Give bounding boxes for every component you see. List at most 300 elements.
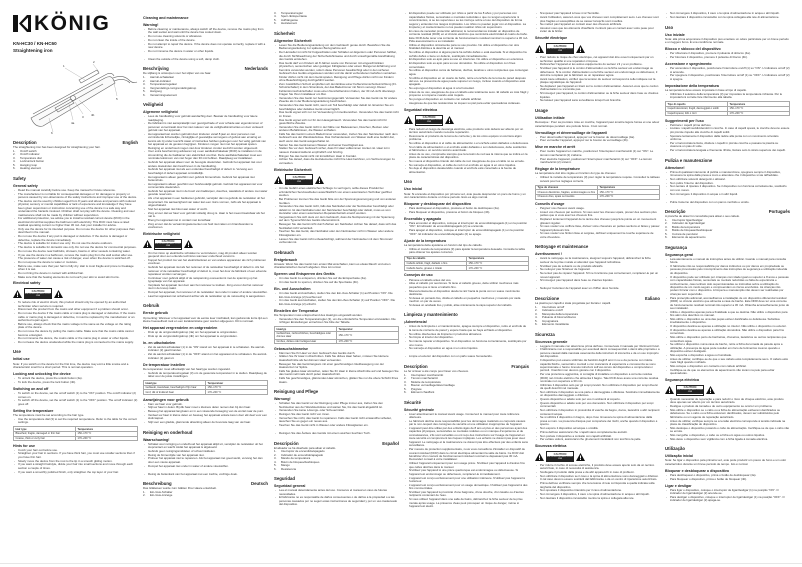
bullet-list bbox=[665, 474, 790, 481]
list-item: - Um das Gerät auszuschalten, stellen Sie den Ein-/Aus-Schalter (1) auf Position "OFF". Die Ein-/Aus-Anzeige (2) erlischt. bbox=[279, 299, 399, 306]
section-heading bbox=[665, 25, 790, 31]
item-number: 5. bbox=[535, 318, 538, 323]
list-item: - Antes de la limpieza o el mantenimiento, apague siempre el dispositivo, retire el enchufe de la toma de corriente de pared y espere hasta que se haya enfriado el dispositivo. bbox=[409, 325, 529, 332]
list-item: - De fabrikant is niet aansprakelijk voor gevolgschade of voor schade aan eigendommen of personen veroorzaakt door het niet naleven van de veiligheidsinstructies en door verkeerd gebruik van het apparaat. bbox=[148, 122, 268, 132]
list-item: - Versuchen Sie nicht, das Gerät zu reparieren. Falls das Gerät nicht einwandfrei arbeitet, tauschen Sie es gegen ein neues aus. bbox=[279, 417, 399, 424]
list-item: - Scollegare il prodotto dalla presa e da altri apparecchi in caso di problemi. bbox=[540, 471, 660, 474]
bullet-list bbox=[13, 377, 138, 384]
section-heading bbox=[274, 31, 399, 37]
parts-list-item bbox=[143, 494, 268, 497]
subsection-heading: Uso inicial bbox=[404, 187, 422, 192]
caution-box bbox=[546, 43, 574, 54]
caution-subtitle: RISK OF ELECTRIC SHOCK DO NOT OPEN bbox=[286, 179, 312, 183]
list-item: - Gebruik het apparaat niet als een onderdeel beschadigd of defect is. Vervang een beschadigd of defect apparaat onmiddellijk. bbox=[148, 168, 268, 175]
subsection-heading: Réglage de la température bbox=[535, 167, 580, 172]
bullet-list bbox=[404, 413, 529, 509]
bullet-list bbox=[535, 257, 660, 282]
list-item: - O fabricante não se responsabiliza por danos indirectos ou por danos em propriedade ou pessoas provocados pelo incumprimento das instruções de segurança e utilização indevida do dispositivo. bbox=[670, 265, 790, 275]
item-number: 4. bbox=[13, 159, 16, 164]
item-number: 5. bbox=[404, 386, 407, 391]
caution-title: CAUTION bbox=[547, 453, 573, 457]
list-item: - Dompel het apparaat, het netsnoer of de netstekker niet onder in water of andere vloeistoffen. bbox=[148, 291, 268, 294]
numbered-parts-list bbox=[665, 219, 790, 240]
list-item: - Le fabricant décline toute responsabilité pour les dommages matériels ou corporels causés par le non-respect des consignes de sécurité et une utilisation inappropriée de l'appareil. bbox=[409, 420, 529, 427]
item-number: 1. bbox=[274, 449, 277, 454]
list-item: - N'immergez pas l'appareil, le cordon d'alimentation ou la fiche secteur dans l'eau ou d'autres liquides. bbox=[540, 92, 660, 99]
warning-triangle-icon bbox=[315, 176, 324, 184]
section-heading bbox=[274, 250, 399, 256]
table-cell: Haartype bbox=[144, 381, 206, 386]
list-item: - Reinig de buitenkant van het apparaat met een zachte, vochtige doek. bbox=[148, 473, 268, 476]
list-item: - Avant toute utilisation, vérifiez que la tension du secteur correspond à celle indiquée sur la plaque signalétique de l'appareil. bbox=[540, 78, 660, 85]
list-item: - Utilice el mando de temperatura (3) para ajustar la temperatura deseada. Consulte la tabla para obtener los ajustes correctos. bbox=[409, 248, 529, 255]
subsection-heading: Ajuste de la temperatura bbox=[404, 238, 446, 243]
item-label: Ein-/Aus-Anzeige bbox=[150, 493, 173, 498]
item-number: 3. bbox=[404, 379, 407, 384]
language-label: Português bbox=[768, 209, 790, 215]
list-item: - Si vous voulez une finition lisse et soignée, défrisez uniquement la couche supérieure de votre chevelure. bbox=[540, 232, 660, 239]
list-item: - Si utiliza el dispositivo en un cuarto de baño, retire el enchufe de la toma de pared después del uso. La presencia de agua puede suponer un riesgo, incluso cuando el dispositivo está apagado. bbox=[409, 77, 529, 87]
list-item: - Do not leave the device unattended while the mains plug is connected to the mains supply. bbox=[18, 341, 138, 344]
list-item: - Não exponha o dispositivo a água ou humidade. bbox=[670, 354, 790, 357]
item-label: On/off indicator bbox=[20, 152, 40, 157]
section-heading bbox=[535, 332, 660, 338]
list-item: - Als u het apparaat in een badkamer gebruikt, verwijder dan na gebruik de netstekker uit het stopcontact. De aanwezigheid van water kan een risico vormen, zelfs als het apparaat is uitgeschakeld. bbox=[148, 197, 268, 207]
table-cell: Gebleichtes, zerbrechliches, beschädigtes oder dünnes Haar bbox=[275, 331, 337, 339]
item-label: Heating element bbox=[20, 166, 42, 171]
list-item: - Pour réduire le risque de choc électrique, cet appareil doit être ouvert uniquement par un technicien qualifié si une réparation s'impose. bbox=[540, 56, 660, 63]
warning-triangle-icon bbox=[13, 290, 22, 298]
list-item: - Disconnect the product from the mains and other equipment if a problem should occur. bbox=[18, 308, 138, 311]
list-item: - The manufacturer is not liable for consequential damages or for damages to property or persons caused by non-observance of the safety instructions and improper use of the device. bbox=[18, 193, 138, 200]
language-label: Nederlands bbox=[244, 66, 268, 72]
list-item: - Leia atentamente o manual de instruções antes de utilizar. Guarde o manual para consulta futura. bbox=[670, 258, 790, 265]
subsection-heading: De temperatuur instellen bbox=[143, 362, 186, 367]
list-item: - No mueva el dispositivo tirando del cable de red. Asegúrese de que el cable no se enrede. bbox=[409, 160, 529, 163]
item-label: Interruptor ligar/desligar bbox=[672, 218, 703, 222]
list-item: - Het apparaat kan worden gebruikt door kinderen vanaf 8 jaar en door personen met verminderde lichamelijke, zintuiglijke of geestelijke vermogens of gebrek aan ervaring en kennis als zij onder toezicht staan of instructies hebben gekregen over het veilig gebruik van het apparaat en de gevaren begrijpen. Kinderen mogen niet met het apparaat spelen. Reiniging en onderhoud mogen niet door kinderen zonder toezicht worden uitgevoerd. bbox=[148, 133, 268, 150]
bullet-list bbox=[404, 12, 529, 105]
list-item: - El dispositivo solo es apto para su uso doméstico. No utilice el dispositivo con fines comerciales. bbox=[409, 62, 529, 69]
list-item: - Spostare lentamente il dispositivo dalla radice alla punta con un movimento scivolato uniforme. bbox=[670, 135, 790, 142]
list-item: - Lissez vos cheveux par sections. Si vous avez les cheveux épais, prenez des sections plus petites que si vous avez les cheveux fins. bbox=[540, 211, 660, 218]
list-item: - Pettinare i capelli prima dell'uso. bbox=[670, 124, 790, 127]
list-item: - The device is suitable for indoor use only. Do not use the device outdoors. bbox=[18, 242, 138, 245]
section-heading bbox=[143, 303, 268, 309]
list-item: - Koppel het product los van het elektriciteitsnet en van andere apparatuur als zich problemen voordoen. bbox=[148, 259, 268, 266]
item-number: 3. bbox=[143, 82, 146, 87]
bullet-list bbox=[143, 346, 268, 360]
list-item: - L'appareil est conçu exclusivement pour une utilisation intérieure. N'utilisez pas l'appareil à l'extérieur. bbox=[409, 477, 529, 484]
list-item: - Stijl uw haar in delen. Bij dik haar moet u kleinere delen nemen dan bij dun haar. bbox=[148, 406, 268, 409]
list-item: - Utilize o dispositivo apenas para a finalidade a que se destina. Não utilize o dispositivo para fins além dos descritos no manual. bbox=[670, 311, 790, 318]
list-item: - Mueva lentamente el dispositivo desde la raíz hacia la punta con un suave movimiento deslizante. bbox=[409, 290, 529, 297]
caution-box bbox=[24, 288, 52, 299]
paragraph: De stijltang is ontworpen voor het stijlen van uw haar. bbox=[143, 71, 212, 76]
caution-title: CAUTION bbox=[547, 45, 573, 49]
list-item: - Um die Gefahr eines elektrischen Schlags zu verringern, sollte dieses Produkt bei erforderlichen Servicearbeiten ausschließlich von einem autorisierten Techniker geöffnet werden. bbox=[279, 187, 399, 197]
bullet-list bbox=[13, 301, 138, 344]
subsection-heading: Elektrische veiligheid bbox=[143, 231, 180, 236]
temperature-table bbox=[13, 426, 138, 441]
item-number: 5. bbox=[274, 17, 277, 22]
temperature-table bbox=[665, 101, 790, 116]
section-title: Utilização bbox=[665, 446, 686, 452]
table-cell: Grof, dik of krullend haar bbox=[144, 390, 206, 395]
list-item: - Para protecção adicional, aconselhamos a instalação de um dispositivo diferencial residual (DDR) no circuito eléctrico que alimenta a casa de banho. Este DDR deve ter uma corrente de funcionamento residual nominal não superior a 30 mA. Obtenha aconselhamento junto do seu instalador. bbox=[670, 297, 790, 311]
item-number: 6. bbox=[665, 235, 668, 240]
list-item: - Si vous voulez une coiffure lisse, divisez votre chevelure en petites sections et faites-y passer l'appareil plusieurs fois. bbox=[540, 225, 660, 232]
list-item: - Per una protezione aggiuntiva, si consiglia di installare un dispositivo a corrente residua (RCD) nel circuito elettrico che alimenta il bagno. Tale RCD deve avere una corrente residua nominale non superiore a 30 mA. bbox=[540, 373, 660, 383]
bullet-list bbox=[274, 402, 399, 427]
bullet-list bbox=[404, 248, 529, 255]
section-title: Descripción bbox=[274, 440, 299, 446]
section-heading bbox=[143, 430, 268, 436]
numbered-parts-list bbox=[274, 450, 399, 471]
list-item: - Do not immerse the device, the mains cable or the mains plug in water or other liquids. bbox=[18, 337, 138, 340]
item-label: Mango bbox=[281, 463, 290, 468]
warning-triangle-icon bbox=[535, 45, 544, 53]
list-item: - Antes de su uso, compruebe siempre que la tensión de red sea la misma que se indica en la placa de características del dispositivo. bbox=[409, 153, 529, 160]
item-number: 3. bbox=[665, 224, 668, 229]
caution-subtitle: RISK OF ELECTRIC SHOCK DO NOT OPEN bbox=[25, 293, 51, 297]
list-item: - O dispositivo destina-se apenas a utilização doméstica. Não utilize o dispositivo para fins comerciais. bbox=[670, 329, 790, 336]
item-label: Interrupteur marche/arrêt bbox=[411, 372, 444, 377]
list-item: - Read the manual carefully before use. Keep the manual for future reference. bbox=[18, 189, 138, 192]
list-item: - Péinese el cabello antes del uso. bbox=[409, 279, 529, 282]
list-item: - For additional protection, we advise you to install a residual current device (RCD) in the electrical circuit that supplies the bathroom with electricity. This RCD must have a rated residual operating current no higher than 30 mA. Ask your installer for advice. bbox=[18, 217, 138, 227]
caution-label bbox=[535, 451, 660, 462]
table-cell: Capelli spessi, folti o ricci bbox=[666, 111, 728, 116]
list-item: - Das Gerät eignet sich nur zur Verwendung in Innenbereichen. Verwenden Sie das Gerät nicht im Freien. bbox=[279, 111, 399, 118]
list-item: - N'utilisez pas l'appareil si une pièce quelconque est endommagée ou défectueuse. Si l'appareil est endommagé ou défectueux, remplacez-le immédiatement. bbox=[409, 469, 529, 476]
item-label: Témoin marche/arrêt bbox=[411, 376, 438, 381]
subsection-heading: Ligar e desligar bbox=[665, 483, 692, 488]
table-row bbox=[536, 194, 660, 199]
language-label: English bbox=[122, 140, 138, 145]
list-item: - L'appareil peut être utilisé par des enfants âgés de 8 ans et plus et des personnes ayant des capacités physiques, sensorielles ou mentales réduites ou un manque d'expérience et de connaissances, s'ils sont surveillés ou ont reçu des instructions sur l'usage de l'appareil en toute sécurité et comprennent les risques impliqués. Les enfants ne doivent pas jouer avec l'appareil. Le nettoyage et la maintenance ne doivent pas être effectués par des enfants sans surveillance. bbox=[409, 427, 529, 448]
bullet-list bbox=[143, 473, 268, 476]
list-item: - Non lasciare il dispositivo incustodito con la spina collegata alla rete di alimentazione. bbox=[670, 16, 790, 19]
list-item: - Non immergere il dispositivo, il cavo o la spina di alimentazione in acqua o altri liquidi. bbox=[670, 12, 790, 15]
table-cell: Temperatura bbox=[467, 257, 529, 262]
list-item: - Schalten Sie das Gerät vor der Reinigung oder Pflege immer aus, ziehen Sie den Netzstecker aus der Wandsteckdose und warten Sie, bis das Gerät abgekühlt ist. bbox=[279, 402, 399, 409]
subsection-heading: Encendido y apagado bbox=[404, 216, 442, 221]
bullet-list bbox=[274, 44, 399, 165]
list-item: - Bringen Sie das Gerät nicht mit künstlichem Haar in Kontakt. bbox=[279, 155, 399, 158]
list-item: - Gebruik het apparaat niet in de buurt van badkuipen, douches, wastafels of andere met water gevulde reservoirs. bbox=[148, 190, 268, 197]
item-number: 4. bbox=[274, 14, 277, 19]
list-item: - Do not use the device if the mains cable or mains plug is damaged or defective. If the mains cable or mains plug is damaged or defective, it must be replaced by the manufacturer or an authorized repair agent. bbox=[18, 312, 138, 322]
bullet-list bbox=[535, 136, 660, 143]
paragraph: Das Glätteisen wurde zum Glätten Ihrer Haare entwickelt. bbox=[143, 486, 217, 491]
table-cell: Temperatuur bbox=[206, 381, 268, 386]
item-label: Temperatuurregelaar bbox=[150, 82, 177, 87]
table-cell: Cabello teñido, frágil, dañado o fino bbox=[405, 261, 467, 266]
list-item: - To reduce risk of electric shock, this product should only be opened by an authorized technician when service is required. bbox=[18, 301, 138, 308]
list-item: - N'exposez pas l'appareil à l'eau ni à l'humidité. bbox=[540, 12, 660, 15]
list-item: - Não utilize o dispositivo se uma das peças estiver danificada ou defeituosa. Substitua imediatamente o dispositivo. bbox=[670, 318, 790, 325]
subsection-heading: Uso iniziale bbox=[665, 32, 685, 37]
list-item: - Lesen Sie die Bedienungsanleitung vor dem Gebrauch genau durch. Bewahren Sie die Bedienungsanleitung zur späteren Bezugnahme auf. bbox=[279, 44, 399, 51]
list-item: - Laat het apparaat niet onbeheerd achter als de netstekker op de netvoeding is aangesloten. bbox=[148, 295, 268, 298]
list-item: - Non portare il dispositivo a contatto con capelli artificiali. bbox=[540, 435, 660, 438]
paragraph: Le fer à lisser a été conçu pour lisser vos cheveux. bbox=[404, 368, 469, 373]
list-item: - Utilice el dispositivo únicamente para su uso previsto. No utilice el dispositivo con otra finalidad distinta a la descrita en el manual. bbox=[409, 44, 529, 51]
numbered-parts-list bbox=[535, 306, 660, 327]
parts-list-item bbox=[535, 323, 660, 326]
list-item: - Do not move the device by pulling the mains cable. Make sure that the mains cable cannot become entangled. bbox=[18, 330, 138, 337]
subsection-heading: Sicurezza elettrica bbox=[535, 444, 567, 449]
list-item: - Par mesure de protection supplémentaire, nous vous conseillons d'installer un dispositif de courant résiduel (DCR) dans le circuit électrique alimentant la salle de bains. Ce DCR doit bénéficier d'un courant de fonctionnement résiduel nominal ne dépassant pas 30 mA. Demandez conseil à votre installateur. bbox=[409, 448, 529, 462]
list-item: - Breng het apparaat niet in contact met kunsthaar. bbox=[148, 219, 268, 222]
section-title: Uso bbox=[404, 179, 413, 185]
section-title: Description bbox=[404, 363, 428, 369]
caution-box bbox=[676, 385, 704, 396]
temperature-table bbox=[404, 256, 529, 271]
list-item: - Non utilizzare il dispositivo in prossimità di vasche da bagno, docce, lavandini o altri recipienti contenenti acqua. bbox=[540, 409, 660, 416]
paragraph: Nota: Se ligar o dispositivo pela primeira vez, este pode produzir um pouco de fumo e um odor característico durante um breve período de tempo. Isto é normal. bbox=[665, 458, 787, 466]
warning-triangle-icon bbox=[535, 453, 544, 461]
item-number: 6. bbox=[13, 166, 16, 171]
list-item: - Zorg ervoor dat uw haar voor gebruik volledig droog is. Haar is het meest kwetsbaar als het nat is. bbox=[148, 212, 268, 219]
caution-label bbox=[274, 174, 399, 185]
list-item: - Prima di qualsiasi intervento di pulizia o manutenzione, spegnere sempre il dispositivo, rimuovere la spina dalla presa a muro e attendere che il dispositivo si sia raffreddato. bbox=[670, 171, 790, 178]
table-cell: 170–200 °C bbox=[76, 436, 138, 441]
caution-title: CAUTION bbox=[155, 240, 181, 244]
parts-list-item bbox=[13, 167, 138, 170]
table-cell: Tipo di capello bbox=[666, 102, 728, 107]
bullet-list bbox=[404, 207, 529, 214]
table-row bbox=[14, 436, 138, 441]
item-number: 1. bbox=[143, 489, 146, 494]
list-item: - Do not immerse the device in water or other liquids. bbox=[148, 50, 268, 53]
list-item: - Não desloque o dispositivo puxando o cabo de alimentação. Certifique-se de que o cabo não se enrola. bbox=[670, 427, 790, 434]
list-item: - No deje el dispositivo desatendido cuando el enchufe esté conectado a la fuente de alimentación. bbox=[409, 167, 529, 174]
list-item: - To lock the device, press the lock button (4b). bbox=[18, 381, 138, 384]
warning-triangle-icon bbox=[54, 290, 63, 298]
table-cell: 170–200 °C bbox=[728, 111, 790, 116]
list-item: - Prima dell'uso assicurarsi che i capelli siano completamente asciutti. bbox=[540, 431, 660, 434]
section-title: Reiniging en onderhoud bbox=[143, 429, 193, 435]
section-heading bbox=[535, 108, 660, 114]
list-item: - Avant le nettoyage ou la maintenance, éteignez toujours l'appareil, débranchez la fiche secteur de la prise murale et attendez que l'appareil refroidisse. bbox=[540, 257, 660, 264]
list-item: - Quando necessitar de reparação e para reduzir o risco de choque eléctrico, este produto deve apenas ser aberto por um técnico autorizado. bbox=[670, 398, 790, 405]
list-item: - Não coloque o dispositivo em contacto com cabelo artificial. bbox=[670, 365, 790, 368]
list-item: - Não mergulhe o dispositivo, o cabo ou a ficha em água ou outros líquidos. bbox=[670, 434, 790, 437]
column-1 bbox=[13, 13, 138, 474]
bullet-list bbox=[665, 67, 790, 81]
table-cell: Temperatura bbox=[728, 102, 790, 107]
subsection-heading: Hints for use bbox=[13, 443, 35, 448]
bullet-list bbox=[404, 325, 529, 350]
bullet-list bbox=[665, 201, 790, 204]
list-item: - Pulire l'esterno del dispositivo con un panno morbido e umido. bbox=[670, 201, 790, 204]
section-title: Descrição bbox=[665, 209, 686, 215]
list-item: - To switch on the device, set the on/off switch (1) to the "ON" position. The on/off indicator (2) comes on. bbox=[18, 392, 138, 399]
list-item: - Before use, always check that the mains voltage is the same as the voltage on the rating plate of the device. bbox=[18, 323, 138, 330]
bullet-list bbox=[535, 207, 660, 239]
list-item: - Non utilizzare il dispositivo se il cavo o la spina di alimentazione sono danneggiati o difettosi. In tal caso devono essere sostituiti dal fabbricante o da un centro di riparazione autorizzato. bbox=[540, 475, 660, 482]
caution-label bbox=[13, 288, 138, 299]
item-number: 3. bbox=[13, 155, 16, 160]
list-item: - Kämmen Sie Ihr Haar vor dem Gebrauch des Geräts durch. bbox=[279, 352, 399, 355]
paragraph: Opmerking: Wanneer u het apparaat voor de eerste keer inschakelt, kan gedurende korte tijd een kleine hoeveelheid rook en een karakteristieke geur worden afgegeven. Dit is normaal. bbox=[143, 315, 268, 324]
subsection-heading: Allgemeine Sicherheit bbox=[274, 38, 312, 43]
section-heading bbox=[13, 176, 138, 182]
warning-triangle-icon bbox=[404, 116, 413, 124]
bullet-list bbox=[535, 345, 660, 442]
bullet-list bbox=[274, 489, 399, 507]
list-item: - Para desligar o dispositivo, coloque o interruptor de ligar/desligar (1) na posição "OFF". O indicador de ligar/desligar (2) apaga-se. bbox=[670, 496, 790, 503]
list-item: - L'appareil est conçu exclusivement pour un usage domestique. N'utilisez pas l'appareil à des fins commerciales. bbox=[409, 484, 529, 491]
list-item: - The device can be used by children aged from 8 years and above and persons with reduced physical, sensory or mental capabilities or lack of experience and knowledge if they have been given supervision or instruction concerning use of the device in a safe way and understand the hazards involved. Children shall not play with the device. Cleaning and user maintenance shall not be made by children without supervision. bbox=[18, 200, 138, 217]
bullet-list bbox=[274, 318, 399, 325]
list-item: - Certifique-se de que os elementos de aquecimento não tocam na pele para evitar queimaduras. bbox=[670, 369, 790, 376]
list-item: - Before cleaning or maintenance, always switch off the device, remove the mains plug from the wall socket and wait until the device has cooled down. bbox=[148, 28, 268, 35]
list-item: - Use the temperature dial (3) to set the required temperature. Refer to the table for the correct settings. bbox=[18, 418, 138, 425]
table-cell: Temperature bbox=[76, 427, 138, 432]
list-item: - Não deixe o dispositivo sem vigilância com a ficha ligada à tomada eléctrica. bbox=[670, 438, 790, 441]
list-item: - Lisciare i capelli suddividendoli in ciocche. In caso di capelli spessi, le ciocche devono essere più piccole rispetto alle ciocche di capelli sottili. bbox=[670, 127, 790, 134]
list-item: - No intente reparar el dispositivo. Si el dispositivo no funciona correctamente, sustitúyalo por uno nuevo. bbox=[409, 340, 529, 347]
item-label: Botão da temperatura bbox=[672, 224, 700, 229]
paragraph: A prancha de alisar foi concebida para alisar o seu cabelo. bbox=[665, 214, 740, 219]
list-item: - No sumerja el dispositivo, el cable de red ni el enchufe en agua ni en otros líquidos. bbox=[409, 164, 529, 167]
list-item: - Para bloquear o dispositivo, prima o botão de bloquear (4b). bbox=[670, 478, 790, 481]
list-item: - Alise el cabello por secciones. Si tiene el cabello grueso, debe utilizar mechones más pequeños que si tiene el cabello fino. bbox=[409, 282, 529, 289]
list-item: - Ne laissez pas l'appareil sans surveillance lorsqu'il est branché. bbox=[540, 99, 660, 102]
subsection-heading: Sécurité générale bbox=[404, 407, 434, 412]
table-cell: 170–200 °C bbox=[598, 194, 660, 199]
table-row bbox=[144, 390, 268, 395]
section-heading bbox=[665, 446, 790, 452]
caution-box bbox=[415, 115, 443, 126]
paragraph: Nota: Si enciende el dispositivo por primera vez, éste puede desprender un poco de humo y un olor característico durante un breve periodo. Esto es algo normal. bbox=[404, 191, 526, 200]
parts-list-item bbox=[143, 94, 268, 97]
bullet-list bbox=[404, 279, 529, 308]
list-item: - Per accendere il dispositivo, posizionare l'interruttore on/off (1) su "ON". L'indicatore on/off (2) si accende. bbox=[670, 67, 790, 74]
list-item: - Het apparaat is alleen geschikt voor huishoudelijk gebruik. Gebruik het apparaat niet voor commerciële doeleinden. bbox=[148, 183, 268, 190]
bullet-list bbox=[143, 115, 268, 229]
item-label: Indicatore on/off bbox=[542, 308, 563, 313]
list-item: - O dispositivo pode ser utilizado por crianças com idade igual ou superior a 8 anos e pessoas com capacidades físicas, sensoriais ou mentais reduzidas ou falta de experiência e conhecimento, caso tenham sido supervisionadas ou instruídas sobre a utilização do dispositivo de um modo seguro e compreendam os riscos envolvidos. As crianças não podem brincar com o dispositivo. A limpeza e manutenção não devem ser realizadas por crianças sem supervisão. bbox=[670, 276, 790, 297]
item-number: 5. bbox=[274, 463, 277, 468]
caution-title: CAUTION bbox=[25, 290, 51, 294]
item-number: 6. bbox=[274, 466, 277, 471]
language-label: Español bbox=[382, 440, 399, 446]
list-item: - No ponga el dispositivo en contacto con cabello artificial. bbox=[409, 98, 529, 101]
bullet-list bbox=[13, 449, 138, 474]
list-item: - Per un'acconciatura liscia, dividere i capelli in piccole ciocche e passare la piastra su ciascuna un paio di volte. bbox=[670, 142, 790, 149]
section-title: Beschreibung bbox=[143, 481, 172, 487]
subsection-heading: Segurança geral bbox=[665, 252, 693, 257]
list-item: - To switch off the device, set the on/off switch (1) to the "OFF" position. The on/off indicator (2) goes off. bbox=[18, 399, 138, 406]
list-item: - Bewegen Sie das Gerät nicht durch Ziehen am Netzkabel. Achten Sie darauf, dass sich das Netzkabel nicht verwickelt. bbox=[279, 223, 399, 230]
list-item: - Gebruik het apparaat niet als het netsnoer of de netstekker beschadigd of defect is. Als het netsnoer of de netstekker beschadigd of defect is, moet het door de fabrikant of een erkende reparateur worden vervangen. bbox=[148, 266, 268, 276]
bullet-list bbox=[274, 277, 399, 284]
product-title: Straightening iron bbox=[13, 48, 53, 53]
list-item: - Non utilizzare solventi detergenti o abrasivi. bbox=[670, 178, 790, 181]
subsection-heading: Utilisation initiale bbox=[535, 115, 565, 120]
list-item: - Limpie el exterior del dispositivo con un paño suave humedecido. bbox=[409, 355, 529, 358]
callout-4: 4a bbox=[71, 121, 75, 125]
list-item: - Gebruik de temperatuurregelaar (3) om de gewenste temperatuur in te stellen. Raadpleeg de tabel voor de juiste instellingen. bbox=[148, 372, 268, 379]
item-label: Ein-/Aus-Schalter bbox=[150, 489, 173, 494]
list-item: - O dispositivo destina-se apenas a utilização no interior. Não utilize o dispositivo no exterior. bbox=[670, 325, 790, 328]
table-cell: 150–170 °C bbox=[467, 261, 529, 266]
bullet-list bbox=[535, 56, 660, 103]
table-cell: Bleached, fragile, damaged or thin hair bbox=[14, 431, 76, 436]
list-item: - Para ligar o dispositivo, coloque o interruptor de ligar/desligar (1) na posição "ON". O indicador de ligar/desligar (2) acende-se. bbox=[670, 489, 790, 496]
item-number: 2. bbox=[404, 376, 407, 381]
warning-triangle-icon bbox=[665, 386, 674, 394]
item-label: Botão de bloquear/desbloquear bbox=[672, 228, 713, 233]
list-item: - Se utilizar o dispositivo numa casa de banho, retire a ficha da tomada de parede após a utilização. A presença de água pode resultar em risco de ferimentos mesmo quando o dispositivo estiver desligado. bbox=[670, 343, 790, 353]
subsection-heading: Consejos de uso bbox=[404, 273, 433, 278]
caution-subtitle: RISK OF ELECTRIC SHOCK DO NOT OPEN bbox=[547, 456, 573, 460]
list-item: - El dispositivo solo es apto para su uso en interiores. No utilice el dispositivo en exteriores. bbox=[409, 58, 529, 61]
list-item: - Reinigen Sie das Gerät nicht von innen. bbox=[279, 413, 399, 416]
callout-4b: 4b bbox=[91, 113, 95, 117]
warning-triangle-icon bbox=[706, 386, 715, 394]
warning-triangle-icon bbox=[576, 453, 585, 461]
temperature-table bbox=[274, 326, 399, 344]
table-cell: Haartyp bbox=[275, 327, 337, 332]
subsection-heading: Sicurezza generale bbox=[535, 339, 568, 344]
list-item: - Para apagar el dispositivo, coloque el interruptor de encendido/apagado (1) en la posición "OFF". El indicador de encendido/apagado (2) se apaga. bbox=[409, 229, 529, 236]
list-item: - El dispositivo puede ser utilizado por niños a partir de los 8 años y por personas con capacidades físicas, sensoriales o mentales reducidas o que no tengan experiencia ni conocimientos, si se les supervisa o se les instruye sobre el uso del dispositivo de forma segura y entienden los riesgos implicados. Los niños no pueden jugar con el dispositivo. La limpieza y el mantenimiento no los pueden realizar niños sin supervisión. bbox=[409, 12, 529, 29]
subsection-heading: Ein- und Ausschalten bbox=[274, 287, 311, 291]
list-item: - Desligue o produto da tomada e de outro equipamento se ocorrer um problema. bbox=[670, 405, 790, 408]
column-4 bbox=[404, 12, 529, 509]
paragraph: Nota: alla prima accensione il dispositivo può emettere un odore particolare per un breve periodo e un leggero fumo. È una condizione normale. bbox=[665, 36, 789, 45]
subsection-heading: Switching on and off bbox=[13, 386, 49, 391]
language-label: Deutsch bbox=[251, 481, 268, 487]
list-item: - Tauchen Sie das Gerät, das Netzkabel oder den Netzstecker nicht in Wasser oder andere Flüssigkeiten ein. bbox=[279, 230, 399, 237]
item-label: Aan/uit-indicator bbox=[150, 78, 171, 83]
subsection-heading: Segurança eléctrica bbox=[665, 378, 699, 383]
list-item: - Bewegen Sie das Gerät langsam mit einer geschmeidigen Gleitbewegung von der Haarwurzel zur Spitze. bbox=[279, 363, 399, 370]
table-cell: Type de cheveux bbox=[536, 185, 598, 190]
subsection-heading: Avertissement ! bbox=[535, 252, 562, 257]
list-item: - Straighten your hair in sections. If you have thick hair, you must use smaller sections than if you have thin hair. bbox=[18, 452, 138, 459]
list-item: - Before use, make sure that your hair is fully dry. Hair is most fragile and prone to breakage when it is wet. bbox=[18, 265, 138, 272]
item-label: Temperaturregler bbox=[281, 11, 304, 15]
table-cell: Hair type bbox=[14, 427, 76, 432]
table-cell: Tipo de cabello bbox=[405, 257, 467, 262]
list-item: - Zet de aan/uit-schakelaar (1) in de "ON"-stand om het apparaat in te schakelen. De aan/uit-indicator (2) gaat branden. bbox=[148, 346, 268, 353]
subsection-heading: Attenzione! bbox=[665, 165, 685, 170]
subsection-heading: Warning! bbox=[143, 22, 159, 27]
bullet-list bbox=[665, 124, 790, 153]
item-number: 3. bbox=[535, 311, 538, 316]
item-label: Correia de pendurar bbox=[672, 231, 698, 236]
item-label: Aan/uit-schakelaar bbox=[150, 75, 174, 80]
list-item: - Não utilize o dispositivo perto de banheiras, chuveiros, lavatórios ou outros recipientes que contenham água. bbox=[670, 336, 790, 343]
list-item: - Débranchez l'appareil et les autres équipements du secteur s'il y a un problème. bbox=[540, 63, 660, 66]
subsection-heading: Sécurité électrique bbox=[535, 36, 568, 41]
table-cell: Température bbox=[598, 185, 660, 190]
item-label: Botón de bloqueo/desbloqueo bbox=[281, 459, 320, 464]
list-item: - The device is suitable for domestic use only. Do not use the device for commercial purposes. bbox=[18, 246, 138, 249]
list-item: - Falls Sie geschmeidiges, glänzendes Haar wünschen, glätten Sie nur die obere Schicht Ihres Haars. bbox=[279, 377, 399, 384]
bullet-list bbox=[535, 176, 660, 183]
list-item: - Druk op de ontgrendelingsknop (4a) om het apparaat te ontgrendelen. bbox=[148, 331, 268, 334]
brand-logo bbox=[13, 13, 138, 33]
item-number: 1. bbox=[665, 218, 668, 222]
subsection-heading: Suggerimenti per l'uso bbox=[665, 118, 704, 123]
